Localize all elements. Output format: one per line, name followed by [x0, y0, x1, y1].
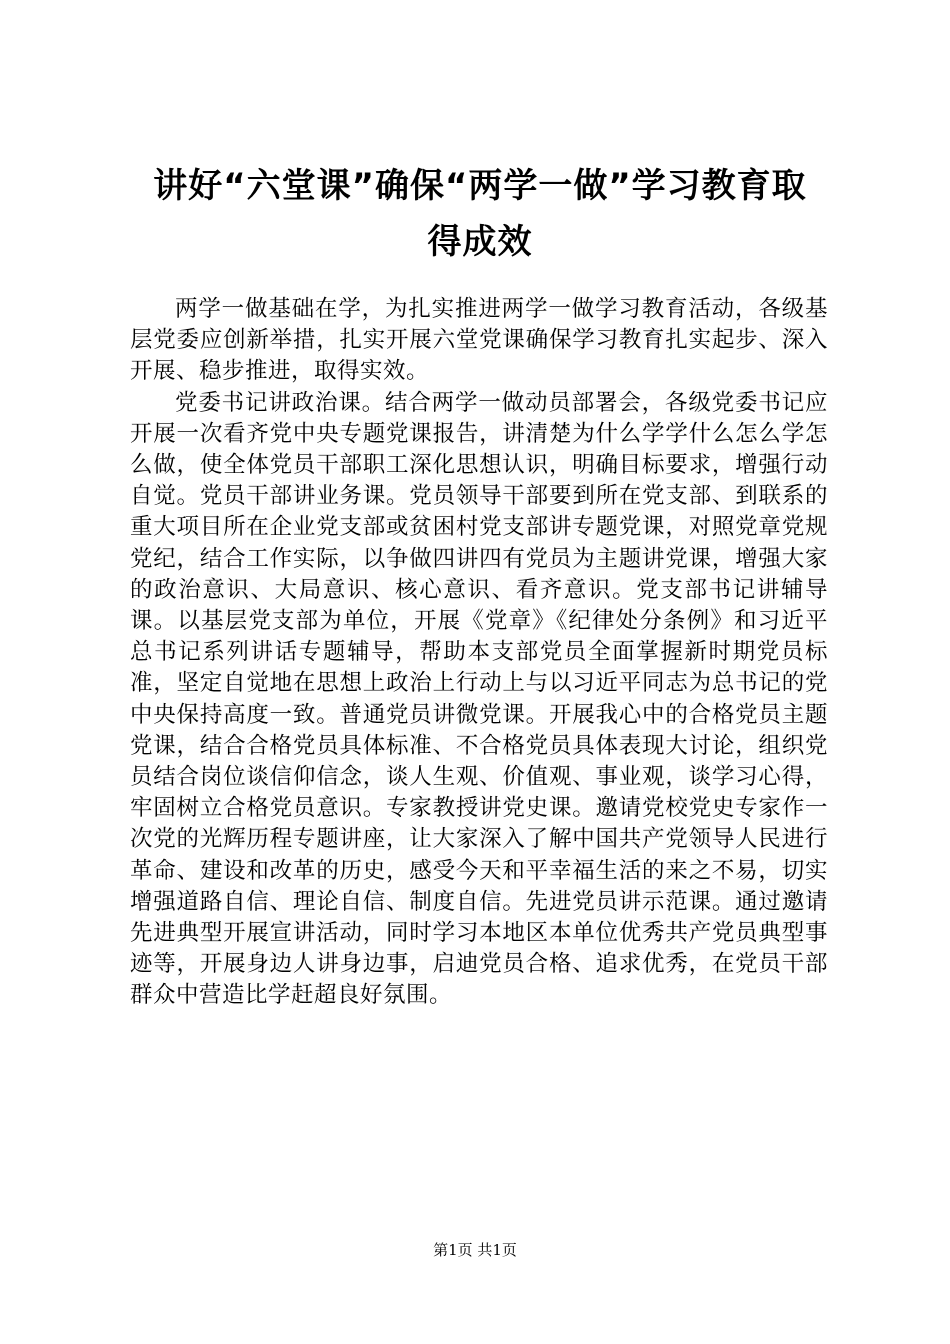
document-title: [120, 158, 840, 270]
title-line-1: 讲好“六堂课”确保“两学一做”学习教育取: [153, 166, 807, 206]
page-number-footer: 第1页 共1页: [433, 1241, 517, 1259]
document-body: [130, 294, 828, 1012]
title-line-2: 得成效: [427, 222, 533, 262]
paragraph-main: 党委书记讲政治课。结合两学一做动员部署会，各级党委书记应开展一次看齐党中央专题党课报告，讲清楚为什么学学什么怎么学怎么做，使全体党员干部职工深化思想认识，明确目标要求，增强行动自觉。党员干部讲业务课。党员领导干部要到所在党支部、到联系的重大项目所在企业党支部或贫困村党支部讲专题党课，对照党章党规党纪，结合工作实际，以争做四讲四有党员为主题讲党课，增强大家的政治意识、大局意识、核心意识、看齐意识。党支部书记讲辅导课。以基层党支部为单位，开展《党章》《纪律处分条例》和习近平总书记系列讲话专题辅导，帮助本支部党员全面掌握新时期党员标准，坚定自觉地在思想上政治上行动上与以习近平同志为总书记的党中央保持高度一致。普通党员讲微党课。开展我心中的合格党员主题党课，结合合格党员具体标准、不合格党员具体表现大讨论，组织党员结合岗位谈信仰信念，谈人生观、价值观、事业观，谈学习心得，牢固树立合格党员意识。专家教授讲党史课。邀请党校党史专家作一次党的光辉历程专题讲座，让大家深入了解中国共产党领导人民进行革命、建设和改革的历史，感受今天和平幸福生活的来之不易，切实增强道路自信、理论自信、制度自信。先进党员讲示范课。通过邀请先进典型开展宣讲活动，同时学习本地区本单位优秀共产党员典型事迹等，开展身边人讲身边事，启迪党员合格、追求优秀，在党员干部群众中营造比学赶超良好氛围。: [130, 389, 828, 1009]
paragraph-intro: 两学一做基础在学，为扎实推进两学一做学习教育活动，各级基层党委应创新举措，扎实开展六堂党课确保学习教育扎实起步、深入开展、稳步推进，取得实效。: [130, 296, 828, 385]
